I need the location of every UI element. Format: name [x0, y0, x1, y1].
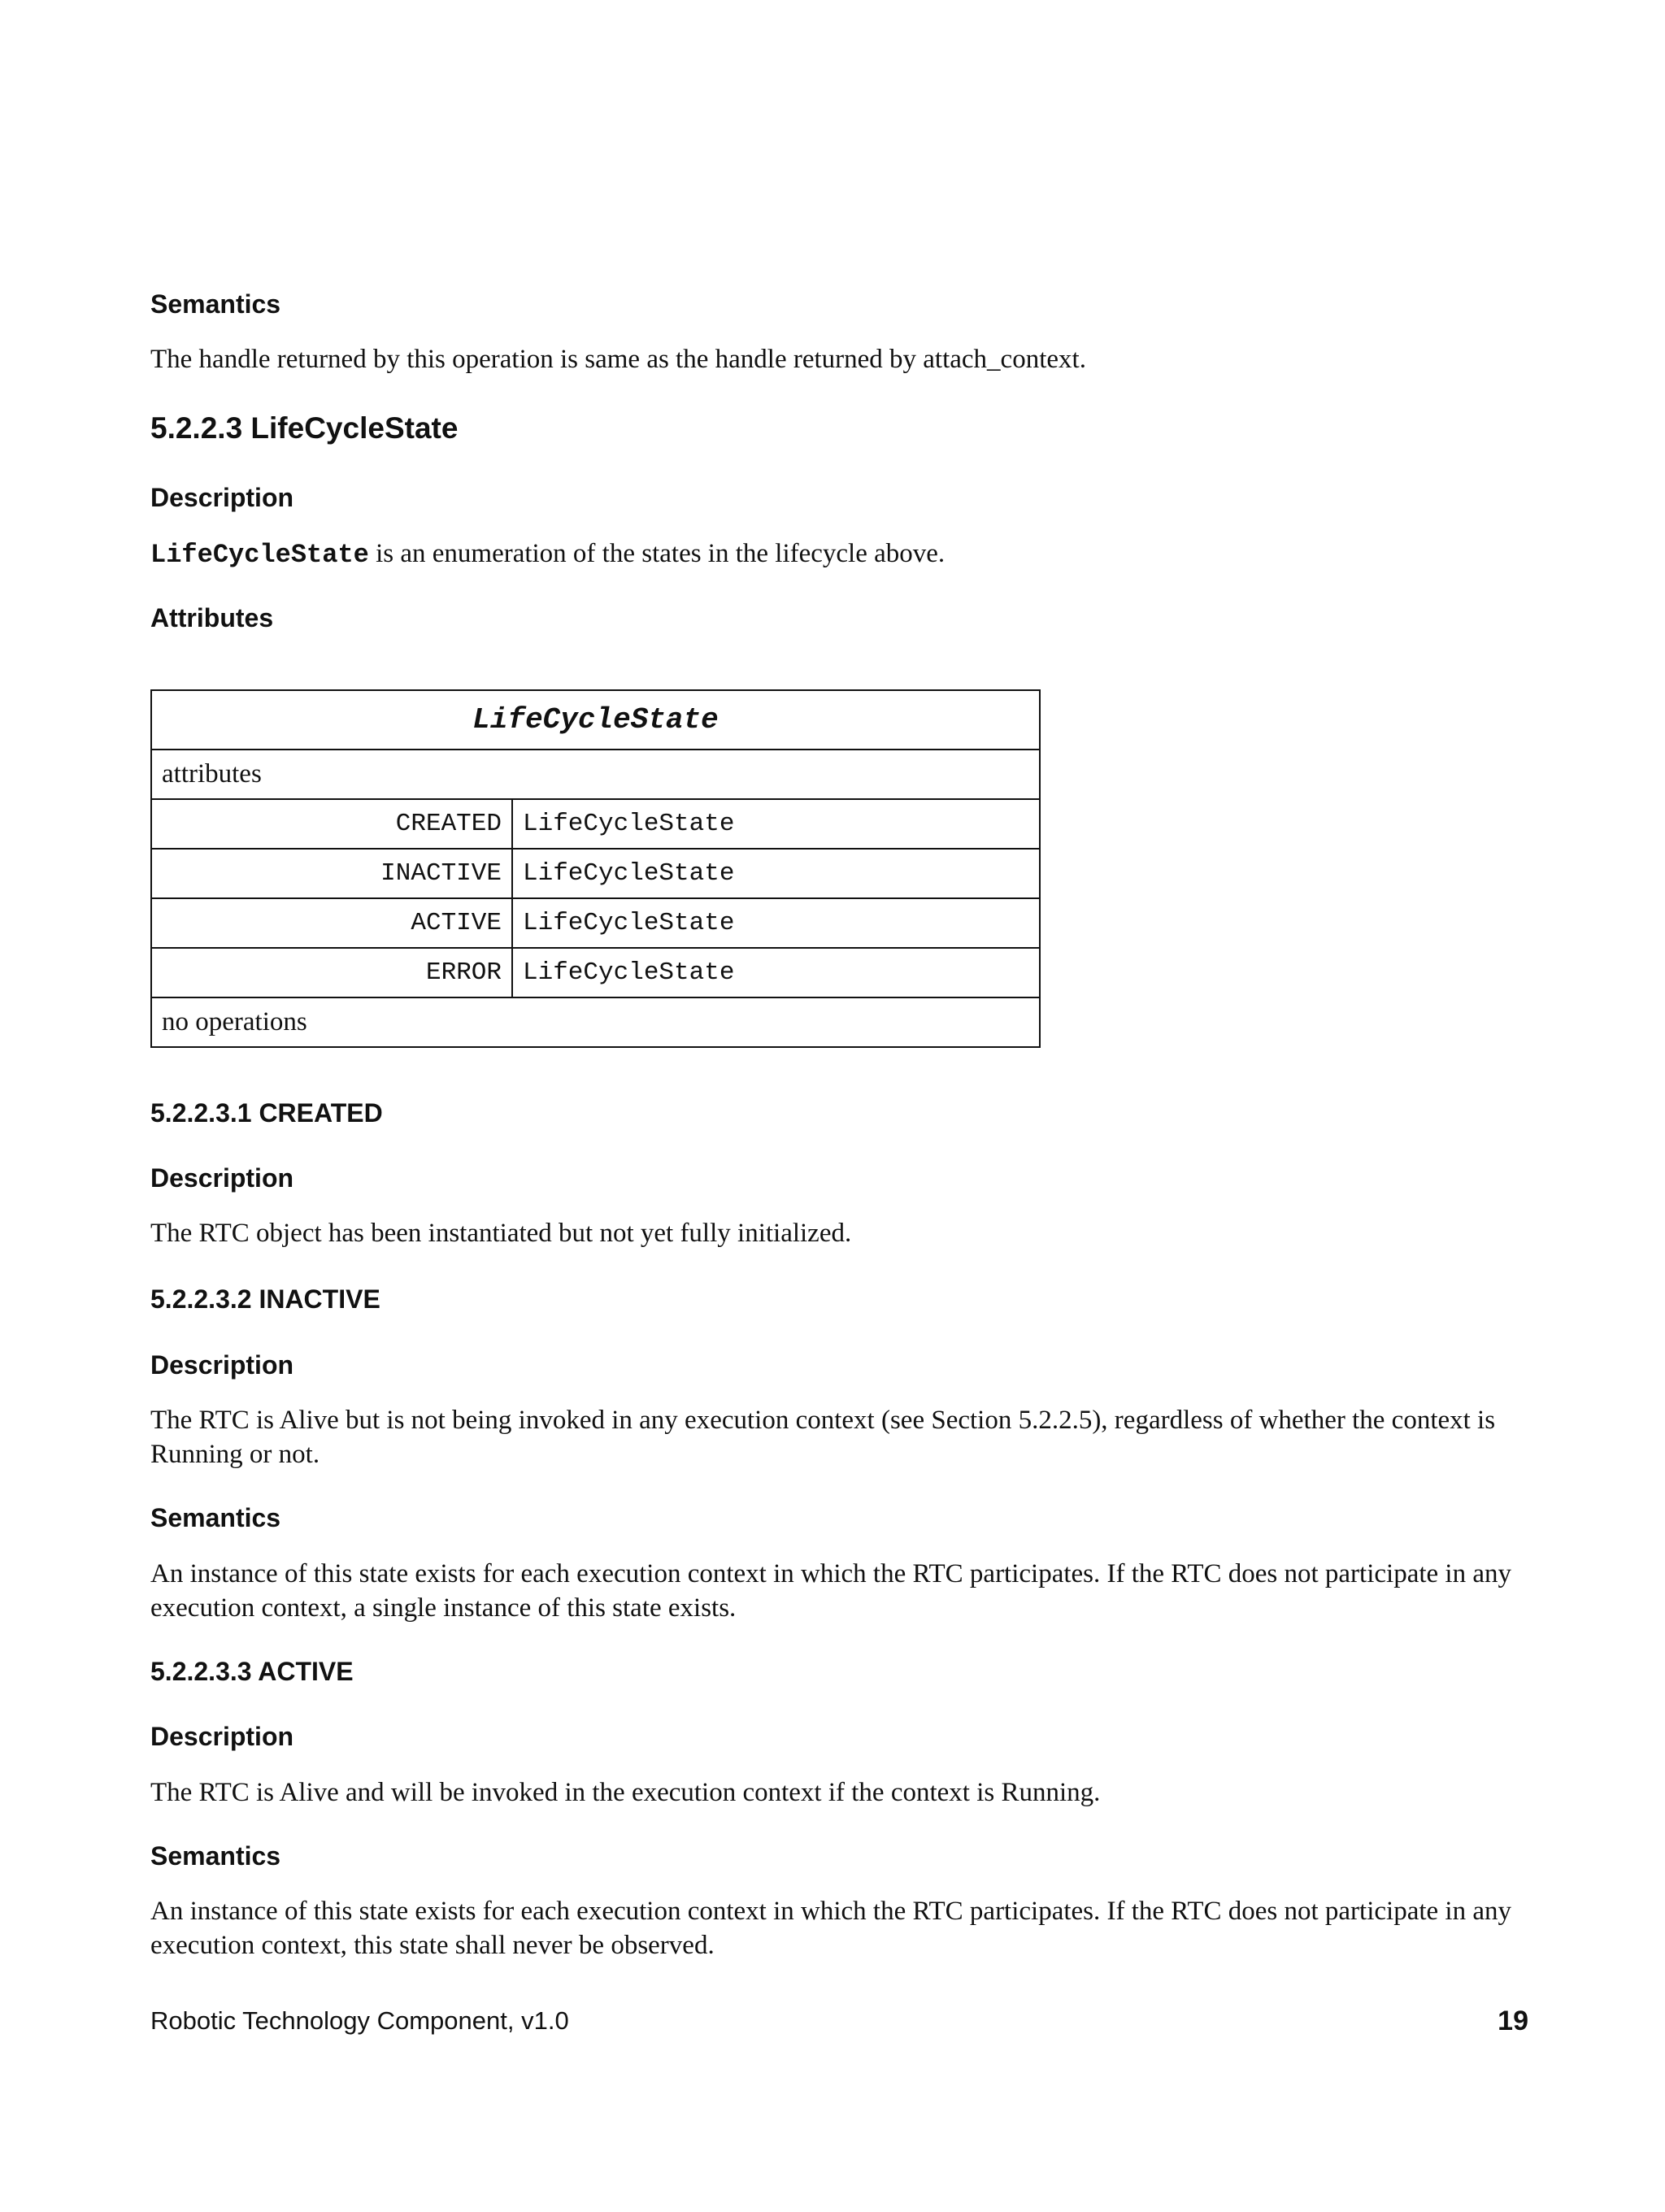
active-semantics-paragraph: An instance of this state exists for each execution context in which the RTC participates. If the RTC does not participate in any execution context, this state shall never be observed. — [150, 1897, 1511, 1960]
created-description-paragraph: The RTC object has been instantiated but not yet fully initialized. — [150, 1219, 852, 1248]
inactive-description-label: Description — [150, 1350, 294, 1380]
attributes-header: attributes — [151, 750, 1040, 799]
attribute-type: LifeCycleState — [512, 799, 1040, 849]
footer-page-number: 19 — [1498, 2006, 1528, 2036]
inactive-semantics-paragraph: An instance of this state exists for each execution context in which the RTC participates. If the RTC does not participate in any execution context, a single instance of this state exists. — [150, 1559, 1511, 1623]
class-diagram-table — [150, 689, 1041, 1048]
active-description-label: Description — [150, 1722, 294, 1751]
semantics-label: Semantics — [150, 289, 281, 319]
attribute-type: LifeCycleState — [512, 948, 1040, 997]
heading-active: 5.2.2.3.3 ACTIVE — [150, 1657, 354, 1686]
code-lifecyclestate: LifeCycleState — [150, 540, 369, 570]
attribute-name: ERROR — [151, 948, 512, 997]
heading-inactive: 5.2.2.3.2 INACTIVE — [150, 1284, 380, 1314]
inactive-description-paragraph: The RTC is Alive but is not being invoked in any execution context (see Section 5.2.2.5), regardless of whether the context is Running or not. — [150, 1406, 1496, 1469]
active-description-paragraph: The RTC is Alive and will be invoked in the execution context if the context is Running. — [150, 1778, 1101, 1807]
description-text: is an enumeration of the states in the lifecycle above. — [368, 539, 946, 568]
semantics-paragraph: The handle returned by this operation is same as the handle returned by attach_context. — [150, 345, 1086, 374]
attribute-name: CREATED — [151, 799, 512, 849]
operations-footer: no operations — [151, 997, 1040, 1047]
attribute-row-error — [151, 948, 1040, 997]
description-label: Description — [150, 483, 294, 512]
attribute-type: LifeCycleState — [512, 849, 1040, 898]
attribute-row-inactive — [151, 849, 1040, 898]
inactive-semantics-label: Semantics — [150, 1503, 281, 1532]
attribute-name: INACTIVE — [151, 849, 512, 898]
attribute-type: LifeCycleState — [512, 898, 1040, 948]
heading-created: 5.2.2.3.1 CREATED — [150, 1098, 383, 1128]
created-description-label: Description — [150, 1163, 294, 1193]
active-semantics-label: Semantics — [150, 1841, 281, 1871]
class-title: LifeCycleState — [151, 690, 1040, 750]
attribute-name: ACTIVE — [151, 898, 512, 948]
attributes-label: Attributes — [150, 603, 274, 632]
footer-document-title: Robotic Technology Component, v1.0 — [150, 2006, 569, 2035]
attribute-row-created — [151, 799, 1040, 849]
section-heading-lifecyclestate: 5.2.2.3 LifeCycleState — [150, 411, 459, 445]
description-paragraph — [150, 537, 1532, 572]
attribute-row-active — [151, 898, 1040, 948]
